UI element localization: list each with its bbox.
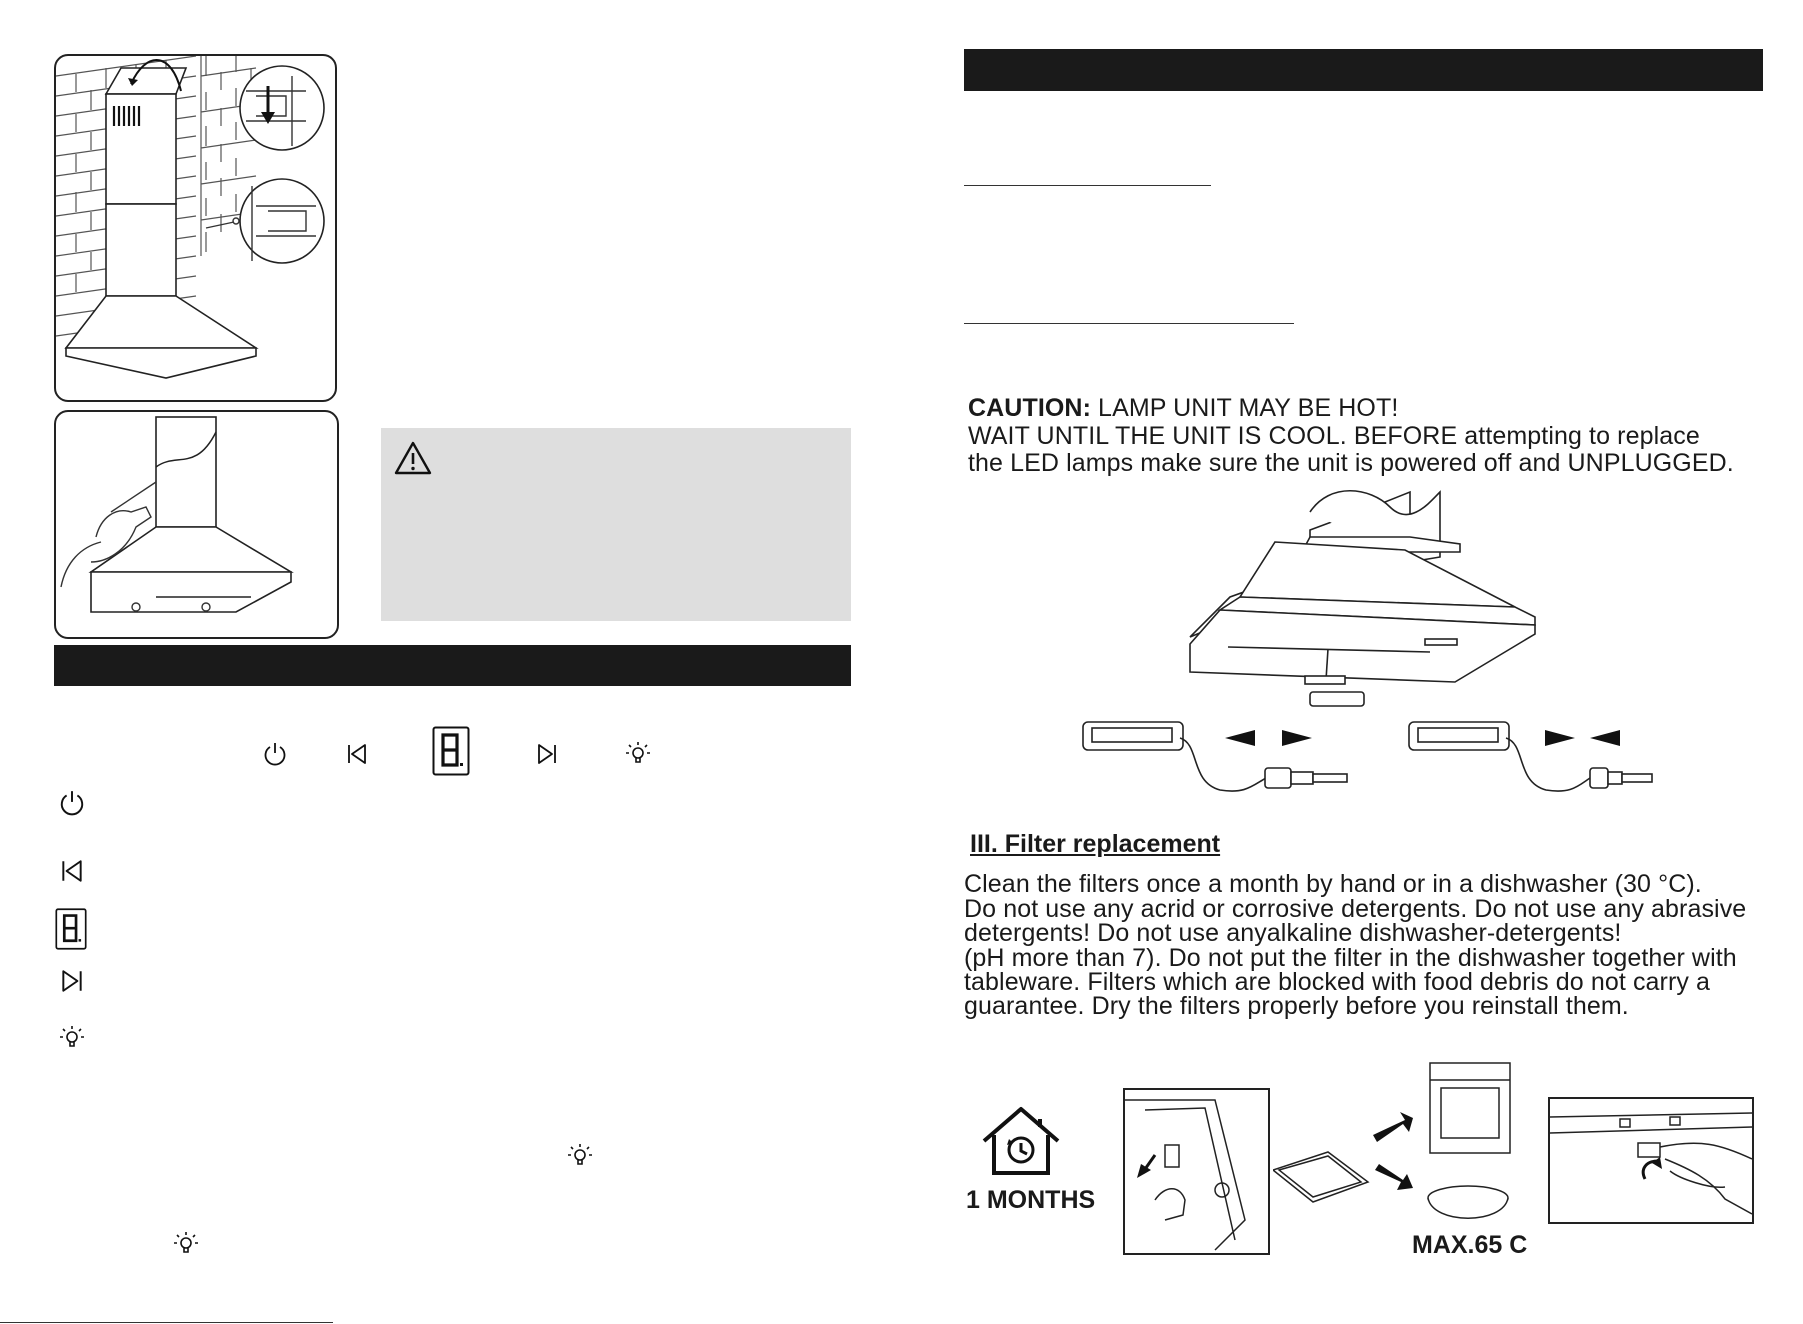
chimney-install-figure — [54, 54, 337, 402]
warning-note-box — [381, 428, 851, 621]
interval-label: 1 MONTHS — [966, 1186, 1096, 1214]
filter-removal-drawing — [1125, 1090, 1268, 1253]
filter-latch-figure — [1548, 1097, 1754, 1224]
seven-segment-display-icon — [432, 726, 470, 776]
max-temperature-label: MAX.65 C — [1412, 1231, 1528, 1259]
filter-text-line: tableware. Filters which are blocked with food debris do not carry a — [964, 968, 1711, 996]
film-removal-drawing — [56, 412, 337, 637]
dishwasher-wash-figure — [1273, 1060, 1523, 1230]
caution-line-3: the LED lamps make sure the unit is powered off and UNPLUGGED. — [968, 449, 1734, 477]
left-section-bar — [54, 645, 851, 686]
light-bulb-icon — [56, 1022, 88, 1054]
speed-up-icon — [530, 737, 564, 771]
led-lamp-replacement-drawing — [1080, 482, 1660, 802]
speed-up-icon — [56, 965, 88, 997]
film-removal-figure — [54, 410, 339, 639]
filter-text-line: Clean the filters once a month by hand or in a dishwasher (30 °C). — [964, 870, 1702, 898]
filter-text-line: (pH more than 7). Do not put the filter in the dishwasher together with — [964, 944, 1737, 972]
right-section-bar — [964, 49, 1763, 91]
light-bulb-icon — [621, 737, 655, 771]
light-bulb-icon — [170, 1228, 202, 1260]
dishwasher-wash-drawing — [1273, 1060, 1523, 1230]
filter-text-line: detergents! Do not use anyalkaline dishwasher-detergents! — [964, 919, 1622, 947]
speed-down-icon — [340, 737, 374, 771]
house-clock-icon — [980, 1105, 1062, 1177]
power-icon — [55, 786, 89, 820]
filter-text-line: guarantee. Dry the filters properly before you reinstall them. — [964, 992, 1629, 1020]
caution-line-1 — [968, 394, 1398, 422]
subsection-rule-1 — [964, 185, 1211, 186]
warning-triangle-icon — [394, 441, 432, 475]
caution-label: CAUTION: — [968, 394, 1092, 422]
filter-text-line: Do not use any acrid or corrosive detergents. Do not use any abrasive — [964, 895, 1747, 923]
filter-latch-drawing — [1550, 1099, 1752, 1222]
led-lamp-replacement-figure — [1080, 482, 1660, 802]
power-icon — [258, 737, 292, 771]
filter-removal-figure — [1123, 1088, 1270, 1255]
filter-replacement-heading: III. Filter replacement — [970, 830, 1221, 858]
seven-segment-display-icon — [55, 908, 87, 950]
caution-text: LAMP UNIT MAY BE HOT! — [1091, 394, 1399, 422]
chimney-install-drawing — [56, 56, 335, 400]
subsection-rule-2 — [964, 323, 1294, 324]
speed-down-icon — [56, 855, 88, 887]
light-bulb-icon — [564, 1140, 596, 1172]
caution-line-2: WAIT UNTIL THE UNIT IS COOL. BEFORE attempting to replace — [968, 422, 1700, 450]
footer-rule — [0, 1322, 333, 1323]
